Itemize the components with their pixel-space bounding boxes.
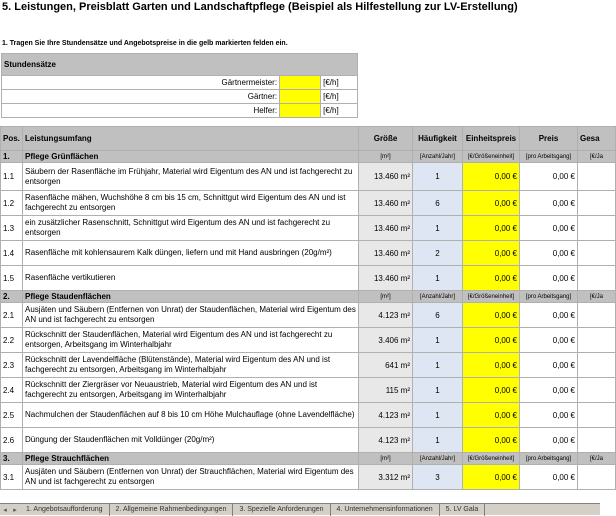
- item-pos: 2.2: [1, 328, 23, 353]
- unit-unit-price: [€/Größeneinheit]: [463, 291, 520, 303]
- tab-scroll-left-icon[interactable]: ◂: [3, 506, 7, 514]
- section-title: Pflege Strauchflächen: [23, 453, 359, 465]
- col-header-scope: Leistungsumfang: [23, 127, 359, 151]
- unit-price: [pro Arbeitsgang]: [520, 151, 578, 163]
- item-frequency: 1: [413, 403, 463, 428]
- table-row: [1, 328, 616, 353]
- tab-scroll-right-icon[interactable]: ▸: [13, 506, 17, 514]
- item-frequency: 3: [413, 465, 463, 490]
- hourly-rates-table: [1, 53, 358, 118]
- unit-frequency: [Anzahl/Jahr]: [413, 453, 463, 465]
- item-pos: 2.6: [1, 428, 23, 453]
- unit-total: [€/Ja: [578, 453, 616, 465]
- col-header-unit-price: Einheitspreis: [463, 127, 520, 151]
- table-row: [1, 266, 616, 291]
- table-row: [1, 353, 616, 378]
- item-size: 13.460 m²: [359, 163, 413, 191]
- item-price: 0,00 €: [520, 328, 578, 353]
- item-price: 0,00 €: [520, 241, 578, 266]
- rates-header: Stundensätze: [2, 54, 358, 76]
- unit-size: [m²]: [359, 151, 413, 163]
- item-description: Düngung der Staudenflächen mit Volldünger (20g/m²): [23, 428, 359, 453]
- unit-total: [€/Ja: [578, 151, 616, 163]
- unit-price-input[interactable]: 0,00 €: [463, 353, 520, 378]
- item-pos: 1.5: [1, 266, 23, 291]
- unit-price-input[interactable]: 0,00 €: [463, 303, 520, 328]
- item-size: 13.460 m²: [359, 241, 413, 266]
- unit-price-input[interactable]: 0,00 €: [463, 428, 520, 453]
- item-pos: 1.3: [1, 216, 23, 241]
- section-row: [1, 151, 616, 163]
- item-pos: 1.4: [1, 241, 23, 266]
- unit-price-input[interactable]: 0,00 €: [463, 216, 520, 241]
- table-row: [1, 303, 616, 328]
- item-description: Rückschnitt der Staudenflächen, Material wird Eigentum des AN und ist fachgerecht zu entsorgen, Arbeitsgang im Winterhalbjahr: [23, 328, 359, 353]
- item-size: 4.123 m²: [359, 303, 413, 328]
- item-frequency: 1: [413, 328, 463, 353]
- section-number: 3.: [1, 453, 23, 465]
- item-description: Rückschnitt der Lavendelfläche (Blütenstände), Material wird Eigentum des AN und ist fachgerecht zu entsorgen, Arbeitsgang im Winterhalbjahr: [23, 353, 359, 378]
- table-row: [1, 465, 616, 490]
- unit-price-input[interactable]: 0,00 €: [463, 378, 520, 403]
- item-frequency: 1: [413, 266, 463, 291]
- unit-price-input[interactable]: 0,00 €: [463, 191, 520, 216]
- item-price: 0,00 €: [520, 378, 578, 403]
- unit-price-input[interactable]: 0,00 €: [463, 465, 520, 490]
- rate-row: [2, 76, 358, 90]
- table-header-row: [1, 127, 616, 151]
- item-size: 3.312 m²: [359, 465, 413, 490]
- item-frequency: 1: [413, 378, 463, 403]
- item-total: [578, 266, 616, 291]
- rate-label: Helfer:: [2, 104, 280, 118]
- rate-label: Gärtnermeister:: [2, 76, 280, 90]
- item-price: 0,00 €: [520, 266, 578, 291]
- item-total: [578, 216, 616, 241]
- unit-price-input[interactable]: 0,00 €: [463, 163, 520, 191]
- unit-price-input[interactable]: 0,00 €: [463, 403, 520, 428]
- item-price: 0,00 €: [520, 191, 578, 216]
- item-total: [578, 303, 616, 328]
- sheet-tab[interactable]: 3. Spezielle Anforderungen: [233, 504, 330, 516]
- rate-row: [2, 104, 358, 118]
- table-row: [1, 241, 616, 266]
- rate-unit: [€/h]: [321, 104, 358, 118]
- item-total: [578, 403, 616, 428]
- item-pos: 2.3: [1, 353, 23, 378]
- item-size: 3.406 m²: [359, 328, 413, 353]
- unit-price: [pro Arbeitsgang]: [520, 453, 578, 465]
- col-header-total: Gesa: [578, 127, 616, 151]
- sheet-tab-bar: [0, 503, 600, 515]
- sheet-tab[interactable]: 2. Allgemeine Rahmenbedingungen: [110, 504, 234, 516]
- instruction-text: 1. Tragen Sie Ihre Stundensätze und Angebotspreise in die gelb markierten felden ein.: [2, 40, 288, 47]
- item-total: [578, 328, 616, 353]
- item-total: [578, 465, 616, 490]
- item-pos: 3.1: [1, 465, 23, 490]
- rate-input-gaertner[interactable]: [280, 90, 321, 104]
- unit-frequency: [Anzahl/Jahr]: [413, 151, 463, 163]
- rate-label: Gärtner:: [2, 90, 280, 104]
- item-pos: 1.2: [1, 191, 23, 216]
- item-description: Nachmulchen der Staudenflächen auf 8 bis 10 cm Höhe Mulchauflage (ohne Lavendelfläche): [23, 403, 359, 428]
- sheet-tab[interactable]: 4. Unternehmensinformationen: [331, 504, 440, 516]
- sheet-tab-active[interactable]: 5. LV Gala: [440, 504, 486, 516]
- rate-unit: [€/h]: [321, 90, 358, 104]
- col-header-frequency: Häufigkeit: [413, 127, 463, 151]
- col-header-size: Größe: [359, 127, 413, 151]
- item-size: 13.460 m²: [359, 266, 413, 291]
- item-size: 13.460 m²: [359, 191, 413, 216]
- sheet-tab[interactable]: 1. Angebotsaufforderung: [20, 504, 110, 516]
- unit-price-input[interactable]: 0,00 €: [463, 266, 520, 291]
- item-size: 4.123 m²: [359, 403, 413, 428]
- table-row: [1, 378, 616, 403]
- unit-total: [€/Ja: [578, 291, 616, 303]
- price-sheet-table: [0, 126, 616, 490]
- item-description: Ausjäten und Säubern (Entfernen von Unrat) der Staudenflächen, Material wird Eigentum des AN und ist fachgerecht zu entsorgen: [23, 303, 359, 328]
- item-price: 0,00 €: [520, 403, 578, 428]
- item-price: 0,00 €: [520, 303, 578, 328]
- col-header-price: Preis: [520, 127, 578, 151]
- item-price: 0,00 €: [520, 216, 578, 241]
- item-total: [578, 353, 616, 378]
- unit-price-input[interactable]: 0,00 €: [463, 241, 520, 266]
- table-row: [1, 216, 616, 241]
- item-frequency: 6: [413, 303, 463, 328]
- item-total: [578, 241, 616, 266]
- item-frequency: 1: [413, 353, 463, 378]
- item-size: 4.123 m²: [359, 428, 413, 453]
- item-frequency: 1: [413, 428, 463, 453]
- item-pos: 2.4: [1, 378, 23, 403]
- item-total: [578, 191, 616, 216]
- col-header-pos: Pos.: [1, 127, 23, 151]
- item-price: 0,00 €: [520, 163, 578, 191]
- item-pos: 2.1: [1, 303, 23, 328]
- table-row: [1, 163, 616, 191]
- item-size: 115 m²: [359, 378, 413, 403]
- unit-size: [m²]: [359, 291, 413, 303]
- section-title: Pflege Staudenflächen: [23, 291, 359, 303]
- table-row: [1, 428, 616, 453]
- section-row: [1, 453, 616, 465]
- section-number: 1.: [1, 151, 23, 163]
- item-frequency: 6: [413, 191, 463, 216]
- item-description: Rasenfläche mähen, Wuchshöhe 8 cm bis 15 cm, Schnittgut wird Eigentum des AN und ist fachgerecht zu entsorgen: [23, 191, 359, 216]
- item-frequency: 1: [413, 163, 463, 191]
- item-frequency: 2: [413, 241, 463, 266]
- item-description: Rasenfläche mit kohlensaurem Kalk düngen, liefern und mit Hand ausbringen (20g/m²): [23, 241, 359, 266]
- table-row: [1, 403, 616, 428]
- item-description: ein zusätzlicher Rasenschnitt, Schnittgut wird Eigentum des AN und ist fachgerecht zu entsorgen: [23, 216, 359, 241]
- unit-price-input[interactable]: 0,00 €: [463, 328, 520, 353]
- item-description: Rasenfläche vertikutieren: [23, 266, 359, 291]
- item-price: 0,00 €: [520, 465, 578, 490]
- rate-row: [2, 90, 358, 104]
- rate-input-gaertnermeister[interactable]: [280, 76, 321, 90]
- rate-input-helfer[interactable]: [280, 104, 321, 118]
- unit-price: [pro Arbeitsgang]: [520, 291, 578, 303]
- unit-size: [m²]: [359, 453, 413, 465]
- section-row: [1, 291, 616, 303]
- item-pos: 2.5: [1, 403, 23, 428]
- rate-unit: [€/h]: [321, 76, 358, 90]
- section-number: 2.: [1, 291, 23, 303]
- sheet-title: 5. Leistungen, Preisblatt Garten und Landschaftpflege (Beispiel als Hilfestellung zur LV-Erstellung): [2, 1, 518, 13]
- item-description: Ausjäten und Säubern (Entfernen von Unrat) der Strauchflächen, Material wird Eigentum des AN und ist fachgerecht zu entsorgen: [23, 465, 359, 490]
- item-total: [578, 378, 616, 403]
- item-frequency: 1: [413, 216, 463, 241]
- table-row: [1, 191, 616, 216]
- unit-frequency: [Anzahl/Jahr]: [413, 291, 463, 303]
- unit-unit-price: [€/Größeneinheit]: [463, 151, 520, 163]
- section-title: Pflege Grünflächen: [23, 151, 359, 163]
- item-size: 641 m²: [359, 353, 413, 378]
- item-pos: 1.1: [1, 163, 23, 191]
- unit-unit-price: [€/Größeneinheit]: [463, 453, 520, 465]
- item-total: [578, 163, 616, 191]
- item-size: 13.460 m²: [359, 216, 413, 241]
- item-price: 0,00 €: [520, 428, 578, 453]
- item-description: Säubern der Rasenfläche im Frühjahr, Material wird Eigentum des AN und ist fachgerecht zu entsorgen: [23, 163, 359, 191]
- item-description: Rückschnitt der Ziergräser vor Neuaustrieb, Material wird Eigentum des AN und ist fachgerecht zu entsorgen, Arbeitsgang im Winterhalbjahr: [23, 378, 359, 403]
- item-total: [578, 428, 616, 453]
- item-price: 0,00 €: [520, 353, 578, 378]
